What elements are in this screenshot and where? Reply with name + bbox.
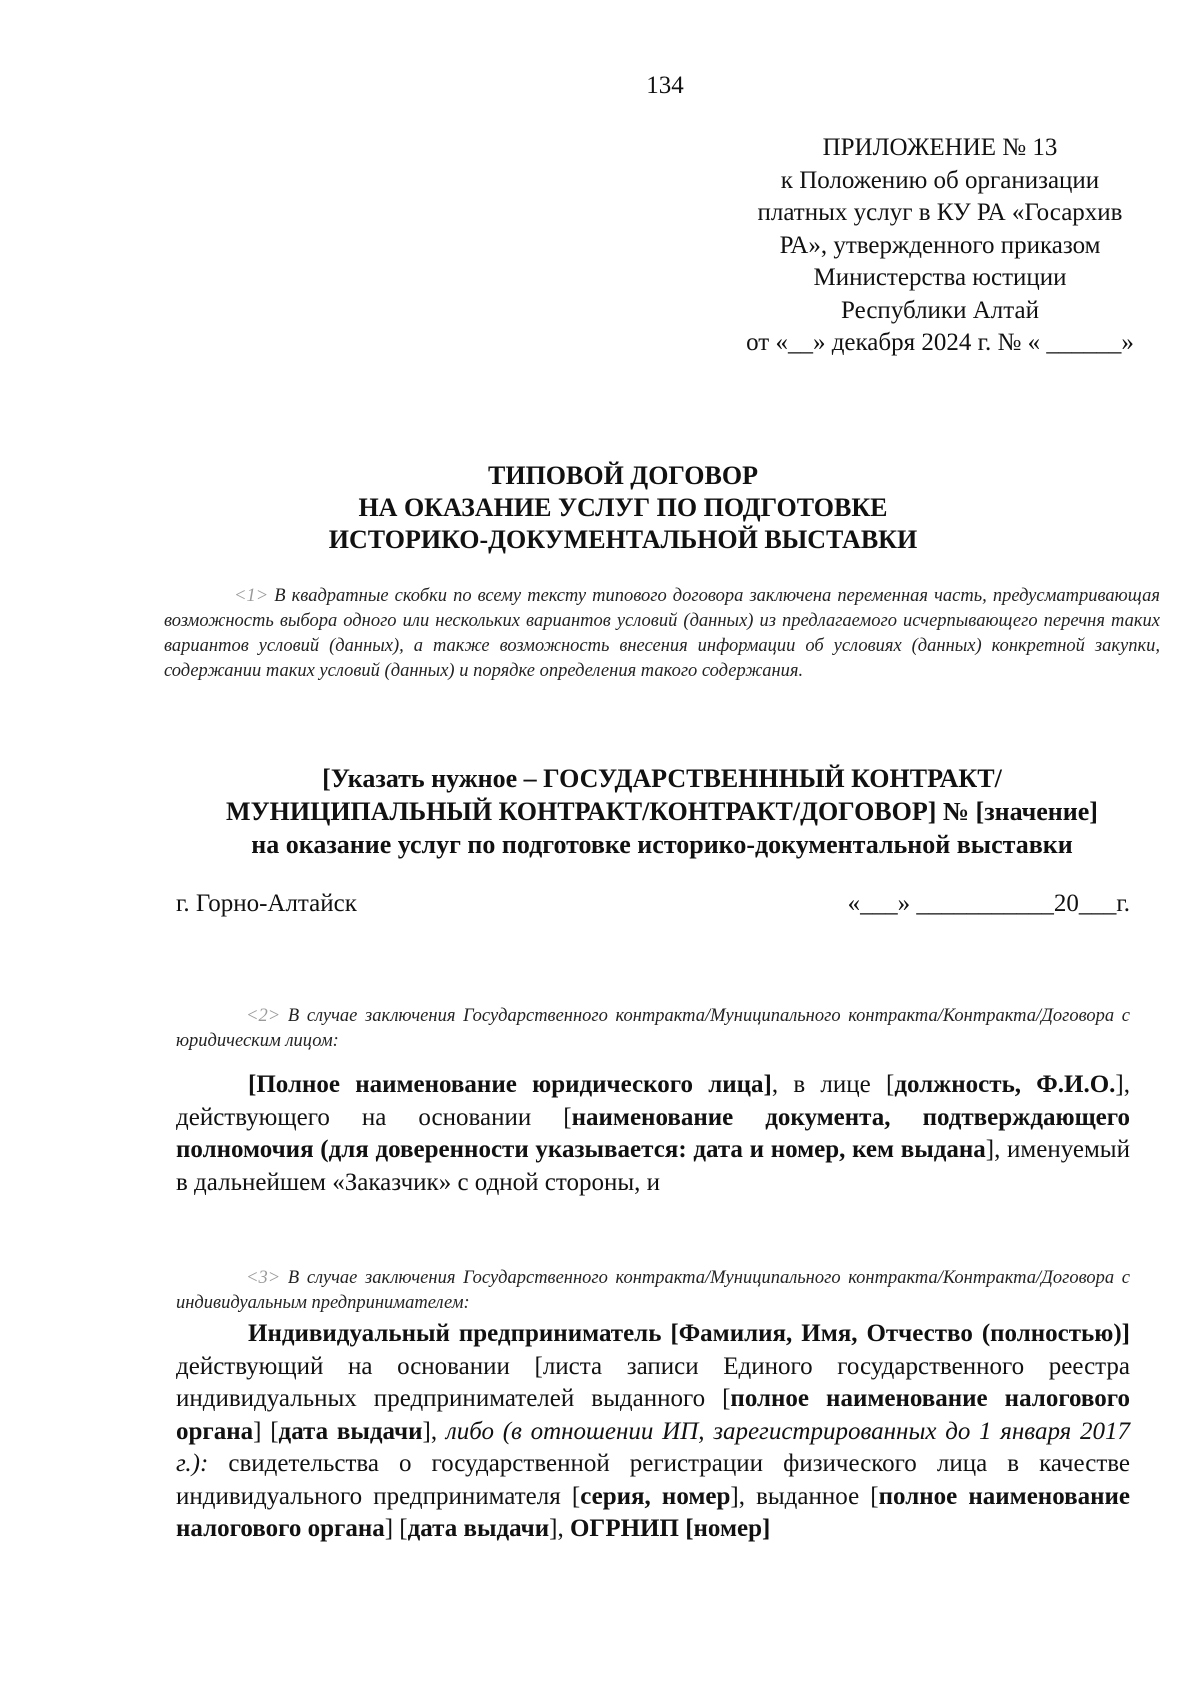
bold-field: серия, номер xyxy=(580,1482,731,1510)
contract-title-line: МУНИЦИПАЛЬНЫЙ КОНТРАКТ/КОНТРАКТ/ДОГОВОР] № [значение] xyxy=(226,797,1098,826)
place: г. Горно-Алтайск xyxy=(176,890,357,917)
appendix-line: Министерства юстиции xyxy=(813,264,1067,291)
bold-field: наименование документа, подтверждающего полномочия (для доверенности указывается: дата и номер, кем выдана xyxy=(176,1103,1130,1163)
footnote-3 xyxy=(176,1266,1130,1316)
footnote-mark: <1> xyxy=(234,586,269,606)
bold-field: должность, Ф.И.О. xyxy=(894,1071,1116,1098)
appendix-line: РА», утвержденного приказом xyxy=(779,231,1101,259)
title-line: ИСТОРИКО-ДОКУМЕНТАЛЬНОЙ ВЫСТАВКИ xyxy=(328,525,918,554)
contract-title-line: на оказание услуг по подготовке историко-документальной выставки xyxy=(251,830,1073,859)
contract-title xyxy=(164,762,1160,861)
footnote-text: В квадратные скобки по всему тексту типового договора заключена переменная часть, предусматривающая возможность выбора одного или нескольких вариантов условий (данных) из предлагаемого исчерпывающего перечня таких вариантов условий (данных), а также возможность внесения информации об условиях (данных) конкретной закупки, содержании таких условий (данных) и порядке определения такого содержания. xyxy=(164,586,1160,681)
appendix-line: к Положению об организации xyxy=(780,166,1100,194)
footnote-2 xyxy=(176,1004,1130,1054)
italic-note: либо (в отношении ИП, зарегистрированных до 1 января 2017 г.): xyxy=(176,1417,1130,1477)
appendix-header xyxy=(690,132,1190,360)
appendix-line: платных услуг в КУ РА «Госархив xyxy=(757,199,1123,226)
bold-field: [Полное наименование юридического лица] xyxy=(248,1071,772,1098)
appendix-line: от «__» декабря 2024 г. № « ______» xyxy=(746,329,1134,356)
appendix-line: Республики Алтай xyxy=(841,296,1039,324)
text-run: действующий на основании [листа записи Единого государственного реестра индивидуальных предпринимателей выданного [ xyxy=(176,1352,1130,1412)
entrepreneur-paragraph xyxy=(176,1318,1130,1546)
footnote-mark: <3> xyxy=(246,1268,281,1288)
text-run: ] [ xyxy=(253,1417,279,1445)
date-field: «___» ___________20___г. xyxy=(847,890,1130,917)
legal-entity-paragraph xyxy=(176,1069,1130,1199)
bold-field: полное наименование налогового органа xyxy=(176,1482,1130,1542)
bold-field: дата выдачи xyxy=(407,1515,550,1542)
text-run: ], именуемый в дальнейшем «Заказчик» с одной стороны, и xyxy=(176,1136,1130,1196)
bold-field: дата выдачи xyxy=(278,1417,423,1445)
text-run: , в лице [ xyxy=(771,1071,895,1098)
document-title xyxy=(176,460,1070,556)
footnote-mark: <2> xyxy=(246,1006,281,1026)
text-run: ], действующего на основании [ xyxy=(176,1071,1130,1131)
bold-field: ОГРНИП [номер] xyxy=(569,1515,771,1542)
page-number: 134 xyxy=(646,72,684,99)
text-run: ] [ xyxy=(384,1515,408,1542)
title-line: НА ОКАЗАНИЕ УСЛУГ ПО ПОДГОТОВКЕ xyxy=(358,493,888,522)
text-run: ], выданное [ xyxy=(730,1482,879,1510)
place-date-row xyxy=(176,890,1130,918)
footnote-1 xyxy=(164,584,1160,684)
bold-field: Индивидуальный предприниматель [Фамилия, Имя, Отчество (полностью)] xyxy=(248,1320,1130,1347)
footnote-text: В случае заключения Государственного контракта/Муниципального контракта/Контракта/Договора с юридическим лицом: xyxy=(176,1006,1130,1051)
text-run: ], xyxy=(549,1515,570,1542)
footnote-text: В случае заключения Государственного контракта/Муниципального контракта/Контракта/Договора с индивидуальным предпринимателем: xyxy=(176,1268,1130,1313)
text-run: свидетельства о государственной регистрации физического лица в качестве индивидуального предпринимателя [ xyxy=(176,1450,1130,1510)
bold-field: полное наименование налогового органа xyxy=(176,1385,1130,1445)
appendix-line: ПРИЛОЖЕНИЕ № 13 xyxy=(822,134,1058,161)
contract-title-line: [Указать нужное – ГОСУДАРСТВЕНННЫЙ КОНТРАКТ/ xyxy=(322,764,1002,793)
title-line: ТИПОВОЙ ДОГОВОР xyxy=(488,461,758,490)
text-run: ], xyxy=(422,1417,446,1445)
